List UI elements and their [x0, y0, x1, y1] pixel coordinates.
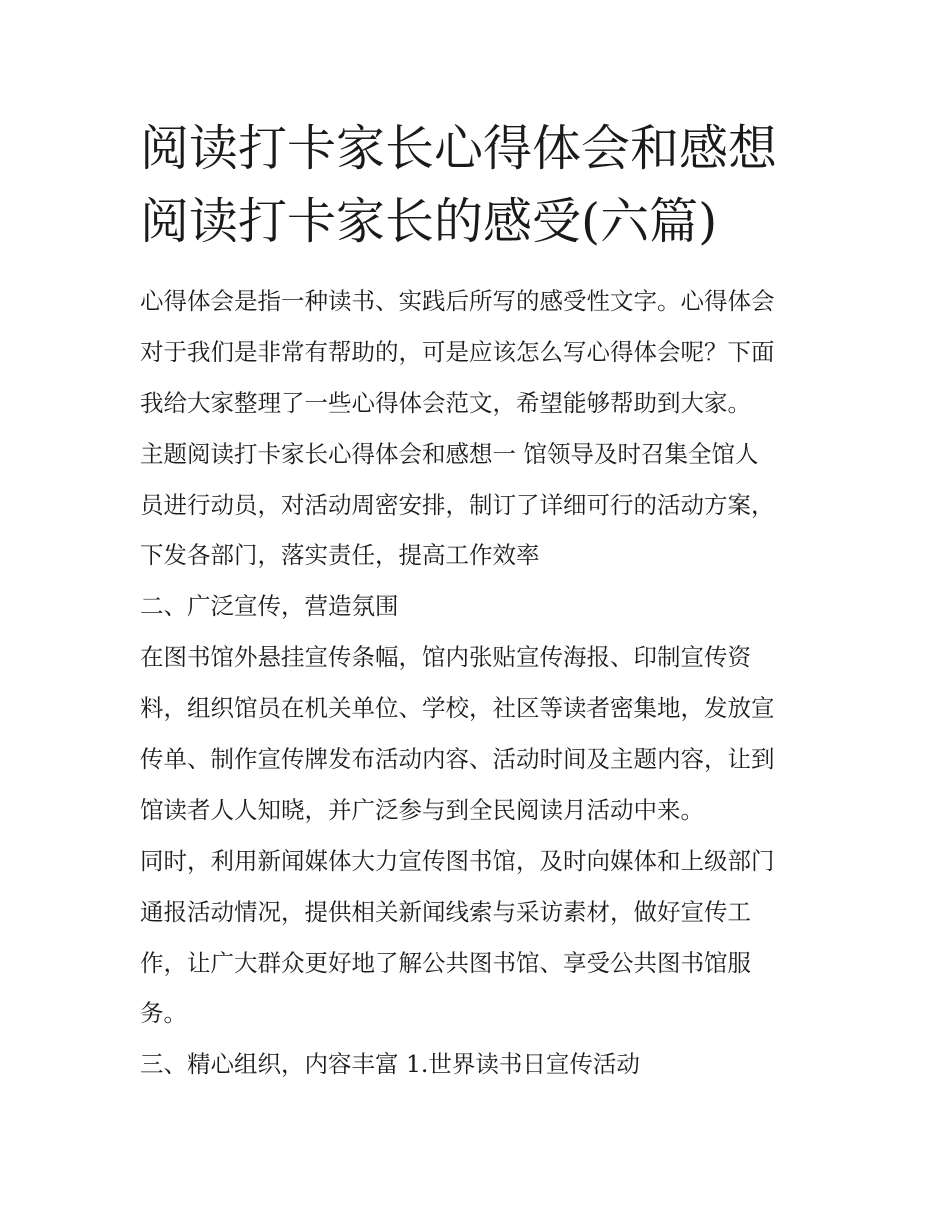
body-line: 我给大家整理了一些心得体会范文，希望能够帮助到大家。 [140, 388, 751, 417]
body-line: 传单、制作宣传牌发布活动内容、活动时间及主题内容，让到 [140, 745, 775, 774]
body-line: 主题阅读打卡家长心得体会和感想一 馆领导及时召集全馆人 [140, 439, 759, 468]
body-line: 员进行动员，对活动周密安排，制订了详细可行的活动方案， [140, 490, 775, 519]
body-line: 下发各部门，落实责任，提高工作效率 [140, 541, 540, 570]
title-line: 阅读打卡家长的感受(六篇) [140, 193, 718, 250]
body-line: 对于我们是非常有帮助的，可是应该怎么写心得体会呢？下面 [140, 337, 775, 366]
section-heading: 二、广泛宣传，营造氛围 [140, 592, 399, 621]
document-body [140, 276, 820, 1090]
body-line: 作，让广大群众更好地了解公共图书馆、享受公共图书馆服 [140, 948, 751, 977]
body-line: 务。 [140, 999, 187, 1028]
body-line: 馆读者人人知晓，并广泛参与到全民阅读月活动中来。 [140, 795, 704, 824]
body-line: 在图书馆外悬挂宣传条幅，馆内张贴宣传海报、印制宣传资 [140, 643, 751, 672]
body-line: 心得体会是指一种读书、实践后所写的感受性文字。心得体会 [140, 287, 775, 315]
body-line: 通报活动情况，提供相关新闻线索与采访素材，做好宣传工 [140, 897, 751, 926]
body-line: 料，组织馆员在机关单位、学校，社区等读者密集地，发放宣 [140, 694, 775, 723]
body-line: 同时，利用新闻媒体大力宣传图书馆，及时向媒体和上级部门 [140, 846, 775, 875]
title-line: 阅读打卡家长心得体会和感想 [140, 120, 778, 177]
document-title [140, 112, 840, 258]
section-heading: 三、精心组织，内容丰富 1.世界读书日宣传活动 [140, 1050, 640, 1079]
